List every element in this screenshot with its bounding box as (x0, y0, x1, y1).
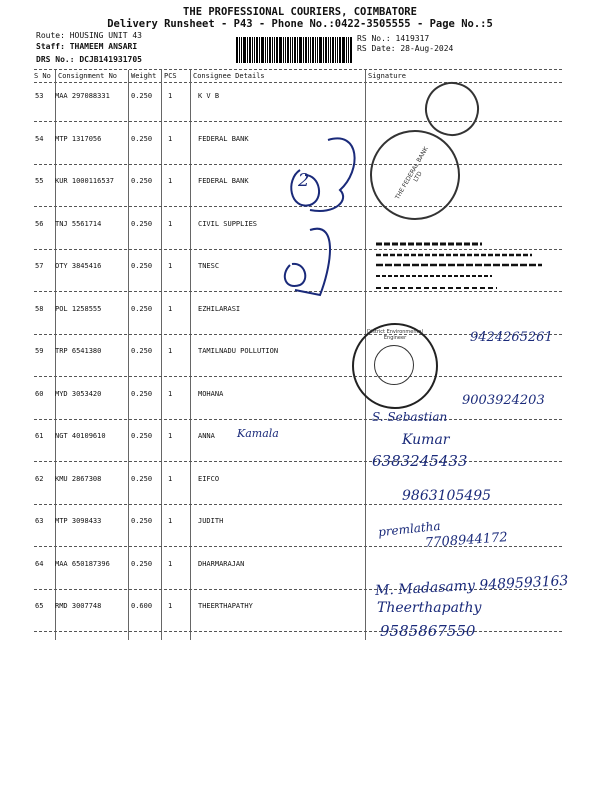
col-divider (55, 70, 56, 640)
barcode-bar (303, 37, 304, 63)
barcode-bar (297, 37, 298, 63)
barcode-bar (272, 37, 273, 63)
cell-pcs: 1 (168, 389, 173, 398)
cell-weight: 0.250 (131, 517, 153, 525)
runsheet-subtitle: Delivery Runsheet - P43 - Phone No.:0422-3505555 - Page No.:5 (107, 18, 493, 30)
cell-consignee: FEDERAL BANK (198, 134, 249, 143)
cell-weight: 0.250 (131, 474, 153, 483)
barcode-bar (348, 37, 349, 63)
barcode-bar (339, 37, 341, 63)
pollution-stamp-inner-ring (374, 345, 414, 385)
seal-text-lines (372, 238, 557, 298)
handwritten-signature: S. Sebastian (372, 410, 448, 424)
barcode-bar (252, 37, 253, 63)
cell-sno: 60 (35, 389, 44, 398)
row-separator (34, 121, 562, 122)
cell-weight: 0.250 (131, 559, 153, 568)
col-header-signature: Signature (368, 72, 406, 80)
barcode-bar (317, 37, 318, 63)
route-label: Route: HOUSING UNIT 43 (36, 31, 142, 40)
cell-pcs: 1 (168, 559, 173, 568)
barcode-bar (241, 37, 242, 63)
cell-sno: 56 (35, 219, 44, 228)
barcode-bar (287, 37, 289, 63)
drs-number: DRS No.: DCJB141931705 (36, 55, 142, 64)
barcode-bar (335, 37, 336, 63)
barcode-bar (261, 37, 264, 63)
barcode-bar (249, 37, 251, 63)
barcode-bar (285, 37, 286, 63)
cell-sno: 62 (35, 474, 44, 483)
cell-weight: 0.250 (131, 304, 153, 313)
col-header-consignee: Consignee Details (193, 72, 265, 80)
barcode-bar (319, 37, 322, 63)
cell-weight: 0.250 (131, 347, 153, 355)
cell-consignment: OTY 3845416 (55, 262, 102, 270)
handwritten-phone: 7708944172 (424, 530, 509, 551)
barcode-bar (269, 37, 271, 63)
cell-consignment: NGT 40109610 (55, 432, 106, 440)
cell-pcs: 1 (168, 262, 173, 270)
barcode-bar (290, 37, 291, 63)
cell-consignment: TRP 6541380 (55, 347, 102, 355)
barcode-bar (346, 37, 347, 63)
barcode-bar (279, 37, 282, 63)
cell-pcs: 1 (168, 177, 173, 185)
barcode-bar (265, 37, 266, 63)
row-separator (34, 376, 562, 377)
staff-label: Staff: THAMEEM ANSARI (36, 42, 138, 51)
federal-bank-stamp-text: THE FEDERAL BANK LTD (394, 145, 430, 201)
cell-consignee: EZHILARASI (198, 304, 241, 313)
barcode-bar (236, 37, 238, 63)
cell-sno: 63 (35, 517, 44, 525)
barcode-bar (330, 37, 331, 63)
handwritten-phone: 9003924203 (462, 393, 545, 408)
cell-consignment: POL 1258555 (55, 304, 102, 313)
col-divider (190, 70, 191, 640)
barcode-bar (325, 37, 327, 63)
cell-pcs: 1 (168, 347, 173, 355)
col-header-weight: Weight (131, 72, 157, 80)
handwritten-phone: 6383245433 (372, 452, 468, 470)
cell-consignee: THEERTHAPATHY (198, 602, 253, 610)
cell-pcs: 1 (168, 474, 173, 483)
col-divider (161, 70, 162, 640)
barcode-bar (294, 37, 296, 63)
cell-sno: 54 (35, 134, 44, 143)
handwritten-signature: premlatha (377, 518, 442, 540)
pollution-stamp-text: District Environmental Engineer (367, 329, 423, 341)
cell-consignment: MAA 297088331 (55, 92, 110, 100)
cell-consignee: FEDERAL BANK (198, 177, 249, 185)
barcode (236, 37, 354, 63)
rs-date: RS Date: 28-Aug-2024 (357, 44, 454, 53)
cell-consignment: KMU 2867308 (55, 474, 102, 483)
cell-sno: 53 (35, 92, 44, 100)
cell-consignee: JUDITH (198, 517, 224, 525)
cell-weight: 0.250 (131, 262, 153, 270)
barcode-bar (247, 37, 248, 63)
handwritten-phone: 9585867550 (380, 622, 476, 640)
civil-supplies-seal (372, 238, 557, 298)
cell-weight: 0.250 (131, 389, 153, 398)
barcode-bar (308, 37, 309, 63)
cell-weight: 0.250 (131, 134, 153, 143)
cell-consignee: CIVIL SUPPLIES (198, 219, 258, 228)
barcode-bar (243, 37, 246, 63)
cell-sno: 59 (35, 347, 44, 355)
cell-pcs: 1 (168, 602, 173, 610)
cell-weight: 0.250 (131, 432, 153, 440)
barcode-bar (256, 37, 258, 63)
handwritten-signature: Theerthapathy (377, 600, 482, 616)
col-header-pcs: PCS (164, 72, 177, 80)
cell-consignee: TNESC (198, 262, 220, 270)
handwritten-phone: 9863105495 (402, 488, 492, 504)
cell-sno: 57 (35, 262, 44, 270)
cell-consignee: K V B (198, 92, 220, 100)
barcode-bar (259, 37, 260, 63)
cell-sno: 61 (35, 432, 44, 440)
row-separator (34, 461, 562, 462)
rs-number: RS No.: 1419317 (357, 34, 430, 43)
handwritten-phone: 9424265261 (470, 330, 553, 345)
cell-consignee: ANNA (198, 432, 215, 440)
pollution-board-stamp (352, 323, 438, 409)
cell-pcs: 1 (168, 517, 173, 525)
cell-consignee: DHARMARAJAN (198, 559, 245, 568)
cell-sno: 65 (35, 602, 44, 610)
handwritten-signature: Kumar (402, 432, 450, 448)
cell-pcs: 1 (168, 92, 173, 100)
barcode-bar (332, 37, 334, 63)
cell-pcs: 1 (168, 134, 173, 143)
handwritten-mark: 2 (298, 170, 310, 191)
company-title: THE PROFESSIONAL COURIERS, COIMBATORE (183, 6, 417, 18)
scribble-marks (280, 130, 370, 305)
cell-consignment: KUR 1000116537 (55, 177, 115, 185)
barcode-bar (283, 37, 284, 63)
cell-consignment: MTP 1317056 (55, 134, 102, 143)
barcode-bar (305, 37, 307, 63)
barcode-bar (312, 37, 314, 63)
barcode-bar (342, 37, 345, 63)
row-separator (34, 419, 562, 420)
cell-pcs: 1 (168, 304, 173, 313)
barcode-bar (328, 37, 329, 63)
barcode-bar (274, 37, 275, 63)
barcode-bar (254, 37, 255, 63)
barcode-bar (310, 37, 311, 63)
cell-consignment: MYD 3053420 (55, 389, 102, 398)
handwritten-signature: M. Madasamy 9489593163 (374, 572, 569, 600)
col-divider (128, 70, 129, 640)
row-separator (34, 631, 562, 632)
barcode-bar (323, 37, 324, 63)
cell-sno: 58 (35, 304, 44, 313)
barcode-bar (267, 37, 268, 63)
barcode-bar (299, 37, 302, 63)
barcode-bar (315, 37, 316, 63)
cell-pcs: 1 (168, 432, 173, 440)
cell-pcs: 1 (168, 219, 173, 228)
table-header-rule (34, 82, 562, 83)
cell-consignment: TNJ 5561714 (55, 219, 102, 228)
table-top-rule (34, 69, 562, 70)
cell-weight: 0.600 (131, 602, 153, 610)
cell-weight: 0.250 (131, 177, 153, 185)
cell-sno: 55 (35, 177, 44, 185)
cell-consignee: TAMILNADU POLLUTION (198, 347, 279, 355)
cell-consignment: MAA 650187396 (55, 559, 110, 568)
cell-consignment: MTP 3098433 (55, 517, 102, 525)
cell-consignee: MOHANA (198, 389, 224, 398)
barcode-bar (292, 37, 293, 63)
handwritten-signature: Kamala (237, 427, 279, 440)
barcode-bar (276, 37, 278, 63)
barcode-bar (337, 37, 338, 63)
cell-sno: 64 (35, 559, 44, 568)
cell-weight: 0.250 (131, 92, 153, 100)
cell-consignment: RMD 3007748 (55, 602, 102, 610)
col-header-sno: S No (34, 72, 51, 80)
barcode-bar (239, 37, 240, 63)
barcode-bar (350, 37, 352, 63)
cell-weight: 0.250 (131, 219, 153, 228)
cell-consignee: EIFCO (198, 474, 220, 483)
col-header-consignment: Consignment No (58, 72, 118, 80)
